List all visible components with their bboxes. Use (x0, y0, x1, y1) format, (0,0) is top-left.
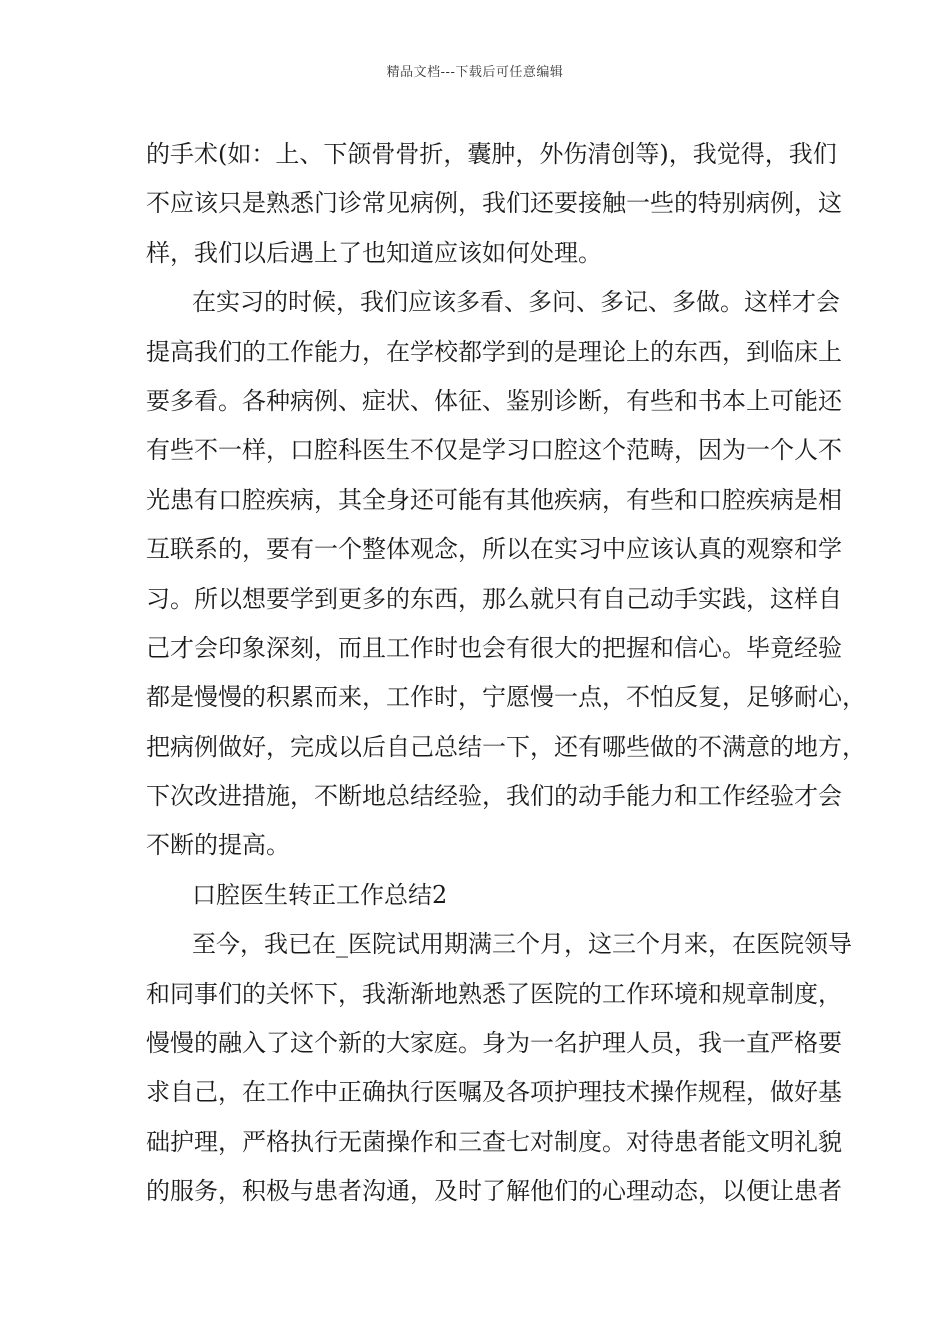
paragraph-line: 有些不一样，口腔科医生不仅是学习口腔这个范畴，因为一个人不 (146, 436, 842, 465)
paragraph-line: 都是慢慢的积累而来，工作时，宁愿慢一点，不怕反复，足够耐心， (146, 683, 866, 712)
document-body (146, 130, 866, 1217)
paragraph-line: 求自己，在工作中正确执行医嘱及各项护理技术操作规程，做好基 (146, 1078, 842, 1107)
paragraph-line: 不应该只是熟悉门诊常见病例，我们还要接触一些的特别病例，这 (146, 189, 842, 218)
paragraph-line: 习。所以想要学到更多的东西，那么就只有自己动手实践，这样自 (146, 584, 842, 613)
paragraph-line: 和同事们的关怀下，我渐渐地熟悉了医院的工作环境和规章制度， (146, 979, 842, 1008)
paragraph-line: 的服务，积极与患者沟通，及时了解他们的心理动态，以便让患者 (146, 1177, 842, 1206)
section-heading: 口腔医生转正工作总结2 (192, 880, 448, 909)
paragraph-line: 慢慢的融入了这个新的大家庭。身为一名护理人员，我一直严格要 (146, 1029, 842, 1058)
paragraph-line: 不断的提高。 (146, 831, 290, 860)
paragraph-line: 要多看。各种病例、症状、体征、鉴别诊断，有些和书本上可能还 (146, 386, 842, 415)
paragraph-line: 己才会印象深刻，而且工作时也会有很大的把握和信心。毕竟经验 (146, 633, 842, 662)
paragraph-line: 础护理，严格执行无菌操作和三查七对制度。对待患者能文明礼貌 (146, 1127, 842, 1156)
paragraph-line: 提高我们的工作能力，在学校都学到的是理论上的东西，到临床上 (146, 337, 842, 366)
paragraph-line: 互联系的，要有一个整体观念，所以在实习中应该认真的观察和学 (146, 535, 842, 564)
paragraph-line: 下次改进措施，不断地总结经验，我们的动手能力和工作经验才会 (146, 782, 842, 811)
paragraph-line: 光患有口腔疾病，其全身还可能有其他疾病，有些和口腔疾病是相 (146, 485, 842, 514)
paragraph-line: 在实习的时候，我们应该多看、多问、多记、多做。这样才会 (192, 288, 840, 317)
page-header: 精品文档---下载后可任意编辑 (386, 65, 564, 80)
paragraph-line: 样，我们以后遇上了也知道应该如何处理。 (146, 238, 602, 267)
paragraph-line: 至今，我已在_医院试用期满三个月，这三个月来，在医院领导 (192, 930, 852, 959)
paragraph-line: 的手术(如：上、下颌骨骨折，囊肿，外伤清创等)，我觉得，我们 (146, 140, 837, 168)
paragraph-line: 把病例做好，完成以后自己总结一下，还有哪些做的不满意的地方， (146, 732, 866, 761)
